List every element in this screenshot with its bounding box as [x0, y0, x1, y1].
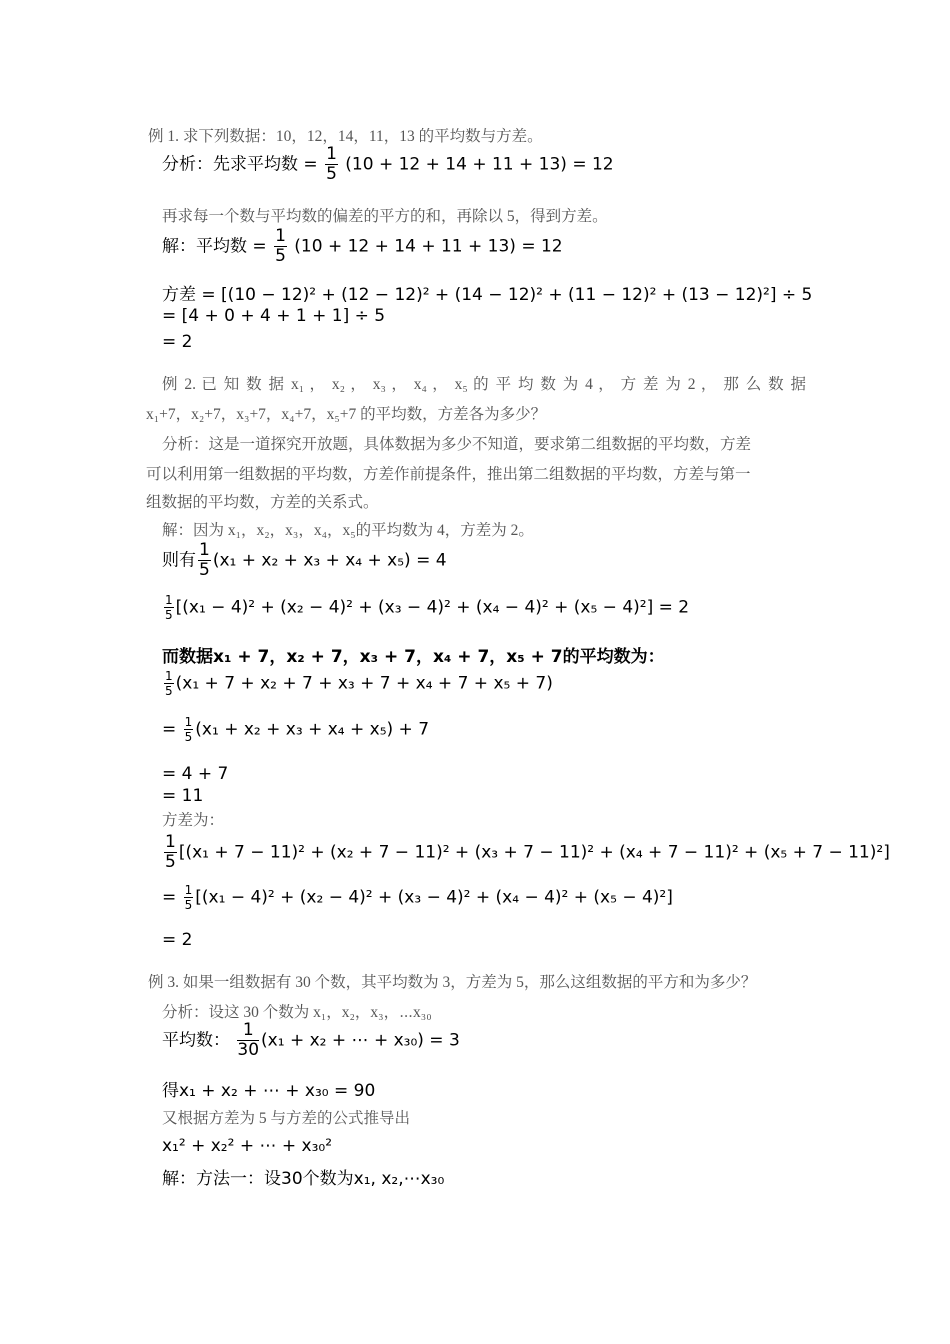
- ex2-analysis-line-3: 组数据的平均数，方差的关系式。: [146, 494, 379, 511]
- ex1-variance-line-3: = 2: [162, 332, 193, 352]
- ex2-variance-expr-2-text: [(x₁ − 4)² + (x₂ − 4)² + (x₃ − 4)² + (x₄ − 4)² + (x₅ − 4)²]: [195, 887, 673, 908]
- ex2-then-prefix: 则有: [162, 550, 196, 571]
- ex1-variance-line-2: = [4 + 0 + 4 + 1 + 1] ÷ 5: [162, 306, 386, 326]
- ex2-then-expr: (x₁ + x₂ + x₃ + x₄ + x₅) = 4: [212, 550, 447, 571]
- ex2-then-line: [162, 542, 447, 579]
- fraction-one-fifth: $\frac{1}{5}$: [326, 144, 337, 184]
- fraction-one-fifth: $\frac{1}{5}$: [165, 669, 173, 698]
- ex2-analysis-line-2: 可以利用第一组数据的平均数，方差作前提条件，推出第二组数据的平均数，方差与第一: [146, 466, 751, 483]
- fraction-one-fifth: $\frac{1}{5}$: [165, 593, 173, 622]
- ex3-square-expr: x₁² + x₂² + ⋯ + x₃₀²: [162, 1136, 333, 1156]
- ex2-variance-expr-1-text: [(x₁ + 7 − 11)² + (x₂ + 7 − 11)² + (x₃ + 7 − 11)² + (x₄ + 7 − 11)² + (x₅ + 7 − 11)²]: [178, 842, 890, 863]
- ex2-analysis-line-1: 分析：这是一道探究开放题，具体数据为多少不知道，要求第二组数据的平均数，方差: [162, 436, 752, 453]
- ex1-sum-expr-2: (10 + 12 + 14 + 11 + 13) = 12: [294, 236, 563, 257]
- ex2-mean-expr-1: [162, 670, 553, 697]
- ex2-mean-expr-2-text: (x₁ + x₂ + x₃ + x₄ + x₅) + 7: [195, 719, 430, 740]
- ex1-solution-mean: [162, 228, 563, 265]
- ex2-variance-label: 方差为：: [162, 812, 225, 829]
- ex3-title: 例 3. 如果一组数据有 30 个数，其平均数为 3，方差为 5，那么这组数据的平方和为多少？: [148, 974, 757, 991]
- fraction-one-fifth: $\frac{1}{5}$: [199, 540, 210, 580]
- ex3-mean-line: [162, 1022, 460, 1059]
- ex3-mean-prefix: 平均数：: [162, 1030, 230, 1051]
- ex2-mean-expr-4: = 11: [162, 786, 204, 806]
- fraction-one-fifth: $\frac{1}{5}$: [275, 226, 286, 266]
- ex1-analysis-text: 再求每一个数与平均数的偏差的平方的和，再除以 5，得到方差。: [162, 208, 608, 225]
- fraction-one-thirtieth: $\frac{1}{30}$: [237, 1020, 260, 1060]
- ex2-variance-expr: [(x₁ − 4)² + (x₂ − 4)² + (x₃ − 4)² + (x₄ − 4)² + (x₅ − 4)²] = 2: [175, 597, 690, 618]
- ex2-mean-expr-3: = 4 + 7: [162, 764, 229, 784]
- ex1-title: 例 1. 求下列数据：10，12，14，11，13 的平均数与方差。: [148, 128, 543, 145]
- ex3-get-expr: 得x₁ + x₂ + ⋯ + x₃₀ = 90: [162, 1081, 376, 1101]
- ex2-mean-expr-1-text: (x₁ + 7 + x₂ + 7 + x₃ + 7 + x₄ + 7 + x₅ + 7): [175, 673, 553, 694]
- ex2-variance-expr-3: = 2: [162, 930, 193, 950]
- ex2-title-line-2: x₁+7，x₂+7，x₃+7，x₄+7，x₅+7 的平均数，方差各为多少？: [146, 406, 547, 423]
- ex3-derive-text: 又根据方差为 5 与方差的公式推导出: [162, 1110, 411, 1127]
- ex2-solution: 解：因为 x₁，x₂，x₃，x₄，x₅的平均数为 4，方差为 2。: [162, 522, 534, 539]
- ex2-variance-expr-1: [162, 834, 890, 871]
- ex2-variance-given: [162, 594, 689, 621]
- ex2-title-line-1: 例 2. 已 知 数 据 x₁ ， x₂ ， x₃ ， x₄ ， x₅ 的 平 均 数 为 4 ， 方 差 为 2 ， 那 么 数 据: [162, 376, 806, 393]
- ex3-solution: 解：方法一：设30个数为x₁, x₂,⋯x₃₀: [162, 1169, 445, 1189]
- ex1-analysis-mean: [162, 146, 614, 183]
- equals-sign: =: [162, 719, 177, 740]
- ex1-variance-line: 方差 = [(10 − 12)² + (12 − 12)² + (14 − 12)² + (11 − 12)² + (13 − 12)²] ÷ 5: [162, 285, 813, 305]
- ex1-analysis-prefix: 分析：先求平均数 =: [162, 154, 318, 175]
- fraction-one-fifth: $\frac{1}{5}$: [184, 715, 193, 744]
- ex1-solution-prefix: 解：平均数 =: [162, 236, 267, 257]
- ex2-variance-expr-2: [162, 884, 673, 911]
- ex1-sum-expr: (10 + 12 + 14 + 11 + 13) = 12: [345, 154, 614, 175]
- ex2-mean-intro: 而数据x₁ + 7，x₂ + 7，x₃ + 7，x₄ + 7，x₅ + 7的平均数为：: [162, 647, 665, 667]
- ex3-analysis: 分析：设这 30 个数为 x₁，x₂，x₃，⋯x₃₀: [162, 1004, 432, 1021]
- fraction-one-fifth: $\frac{1}{5}$: [184, 883, 193, 912]
- ex3-mean-expr: (x₁ + x₂ + ⋯ + x₃₀) = 3: [261, 1030, 460, 1051]
- ex2-mean-expr-2: [162, 716, 429, 743]
- equals-sign: =: [162, 887, 177, 908]
- fraction-one-fifth: $\frac{1}{5}$: [165, 832, 176, 872]
